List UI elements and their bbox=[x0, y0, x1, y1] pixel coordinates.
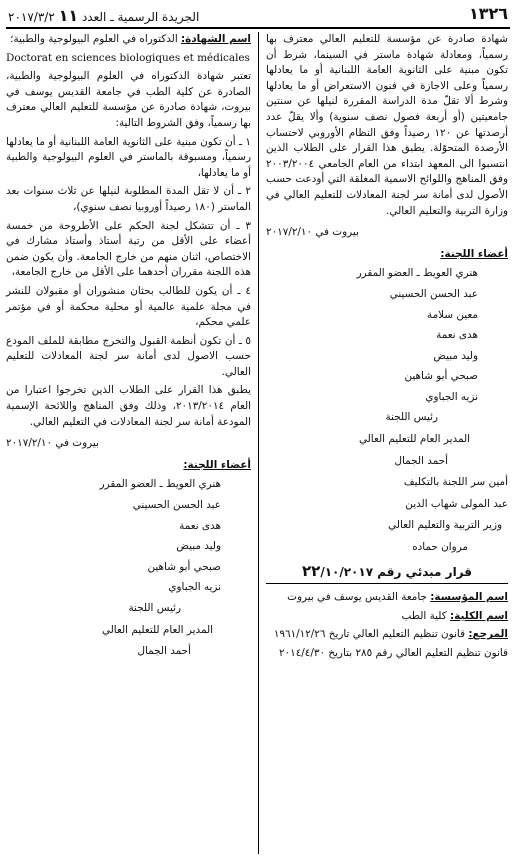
committee-member: هنري العويط ـ العضو المقرر bbox=[99, 478, 221, 491]
committee-member: وليد مبيض bbox=[176, 540, 221, 553]
committee-member: هدى نعمة bbox=[179, 519, 221, 532]
column-separator bbox=[258, 32, 259, 854]
issue-info bbox=[8, 6, 199, 25]
committee-member: نزيه الجباوي bbox=[168, 581, 221, 594]
condition-3: ٣ ـ أن تتشكل لجنة الحكم على الأطروحة من خمسة أعضاء على الأقل من رتبة أستاذ وأستاذ مشارك في الاختصاص، اثنان منهم من خارج الجامعة. وأن يكون ضمن هذه اللجنة مقرران أحدهما على الأقل من خارج الجامعة، bbox=[6, 219, 251, 279]
reference-label: المرجع: bbox=[468, 628, 508, 641]
left-date: بيروت في ٢٠١٧/٢/١٠ bbox=[6, 437, 99, 450]
faculty-value: كلية الطب bbox=[401, 609, 447, 622]
signature-title: أمين سر اللجنة بالتكليف bbox=[403, 476, 508, 489]
condition-1: ١ ـ أن تكون مبنية على الثانوية العامة اللبنانية أو ما يعادلها رسمياً، ومسبوقة بالماستر في العلوم البيولوجية والطبية أو ما يعادلها، bbox=[6, 135, 251, 179]
condition-4: ٤ ـ أن يكون للطالب بحثان منشوران أو مقبولان للنشر في مجلة علمية عالمية أو محلية محكمة أو في مؤتمر علمي محكم، bbox=[6, 284, 251, 329]
reference-1: قانون تنظيم التعليم العالي تاريخ ١٩٦١/١٢/٢٦ bbox=[273, 628, 466, 641]
page-header bbox=[6, 4, 510, 26]
decree-date: /١٠/٢٠١٧ bbox=[320, 564, 374, 579]
right-committee-title: أعضاء اللجنة: bbox=[440, 247, 508, 260]
committee-member: عبد الحسن الحسيني bbox=[389, 287, 478, 300]
left-paragraph-1: تعتبر شهادة الدكتوراه في العلوم البيولوجية والطبية، الصادرة عن كلية الطب في جامعة القديس يوسف في بيروت، شهادة صادرة عن مؤسسة للتعليم العالي معترف بها رسمياً، وفق الشروط التالية: bbox=[6, 70, 251, 129]
signature-name: أحمد الجمال bbox=[137, 645, 191, 658]
signature-name: مروان حماده bbox=[412, 541, 468, 554]
signature-title: المدير العام للتعليم العالي bbox=[358, 433, 470, 446]
left-committee-title: أعضاء اللجنة: bbox=[183, 458, 251, 471]
condition-5: ٥ ـ أن تكون أنظمة القبول والتخرج مطابقة للملف المودع حسب الاصول لدى أمانة سر لجنة المعادلات للتعليم العالي. bbox=[6, 334, 251, 378]
committee-member: هنري العويط ـ العضو المقرر bbox=[356, 267, 478, 280]
header-rule bbox=[6, 27, 510, 29]
committee-member: معين سلامة bbox=[427, 308, 478, 321]
faculty-line bbox=[266, 609, 508, 625]
decree-title bbox=[266, 561, 508, 585]
committee-member: صبحي أبو شاهين bbox=[147, 560, 221, 573]
faculty-label: اسم الكلية: bbox=[450, 609, 508, 622]
signature-name: عبد المولى شهاب الدين bbox=[405, 497, 508, 510]
institution-label: اسم المؤسسة: bbox=[430, 591, 508, 604]
left-column bbox=[6, 32, 251, 666]
issue-date: ٢٠١٧/٣/٢ bbox=[8, 10, 55, 24]
decree-number: ٢٢ bbox=[302, 561, 321, 580]
signature-title: وزير التربية والتعليم العالي bbox=[388, 519, 502, 532]
right-date: بيروت في ٢٠١٧/٢/١٠ bbox=[266, 226, 359, 239]
certificate-line bbox=[6, 32, 251, 48]
institution-line bbox=[266, 590, 508, 606]
institution-value: جامعة القديس يوسف في بيروت bbox=[287, 591, 427, 604]
certificate-value: الدكتوراه في العلوم البيولوجية والطبية؛ bbox=[10, 33, 178, 45]
certificate-french-name: Doctorat en sciences biologiques et médicales bbox=[6, 51, 250, 64]
committee-member: صبحي أبو شاهين bbox=[404, 370, 478, 383]
issue-number: ١١ bbox=[58, 6, 79, 25]
signature-title: المدير العام للتعليم العالي bbox=[101, 623, 213, 636]
signature-title: رئيس اللجنة bbox=[128, 602, 181, 614]
signature-title: رئيس اللجنة bbox=[385, 411, 438, 424]
left-paragraph-2: يطبق هذا القرار على الطلاب الذين تخرجوا اعتبارا من العام ٢٠١٣/٢٠١٤، وذلك وفق المناهج واللائحة الإسمية المودعة أمانة سر لجنة المعادلات في التعليم العالي. bbox=[6, 384, 252, 428]
condition-2: ٢ ـ أن لا تقل المدة المطلوبة لنيلها عن ثلاث سنوات بعد الماستر (١٨٠ رصيداً أوروبيا نصف سنوي)، bbox=[6, 185, 251, 213]
right-column bbox=[266, 32, 508, 665]
reference-2: قانون تنظيم التعليم العالي رقم ٢٨٥ بتاريخ ٢٠١٤/٤/٣٠ bbox=[278, 647, 508, 659]
right-paragraph-1: شهادة صادرة عن مؤسسة للتعليم العالي معترف بها رسمياً، ومعادلة شهادة ماستر في السينما، شرط أن تكون مبنية على الثانوية العامة اللبنانية أو ما يعادلها رسمياً وعلى الاجازة في فنون الاستعراض أو ما يعادلها وشرط ألا تقلّ مدة الدراسة المقررة لنيلها عن سنتين جامعيتين (أو أربعة فصول نصف سنوية) وألا يقلّ عدد أرصدتها عن ١٢٠ رصيداً وفق النظام الأوروبي لاحتساب الأرصدة المتحوّلة. يطبق هذا القرار على الطلاب الذين انتسبوا الى المعهد ابتداء من العام الجامعي ٢٠٠٣/٢٠٠٤ وفق المناهج واللوائح الاسمية المغلقة التي أودعت حسب الأصول لدى أمانة سر لجنة المعادلات للتعليم العالي في وزارة التربية والتعليم العالي. bbox=[266, 33, 508, 217]
issue-prefix: الجريدة الرسمية ـ العدد bbox=[81, 10, 200, 24]
certificate-label: اسم الشهادة: bbox=[181, 33, 251, 45]
signature-name: أحمد الجمال bbox=[394, 454, 448, 467]
reference-line bbox=[266, 627, 508, 643]
committee-member: نزيه الجباوي bbox=[425, 390, 478, 403]
committee-member: هدى نعمة bbox=[436, 329, 478, 342]
committee-member: عبد الحسن الحسيني bbox=[132, 499, 221, 512]
committee-member: وليد مبيض bbox=[433, 349, 478, 362]
decree-prefix: قرار مبدئي رقم bbox=[377, 564, 472, 579]
page-number: ١٣٢٦ bbox=[468, 4, 508, 23]
